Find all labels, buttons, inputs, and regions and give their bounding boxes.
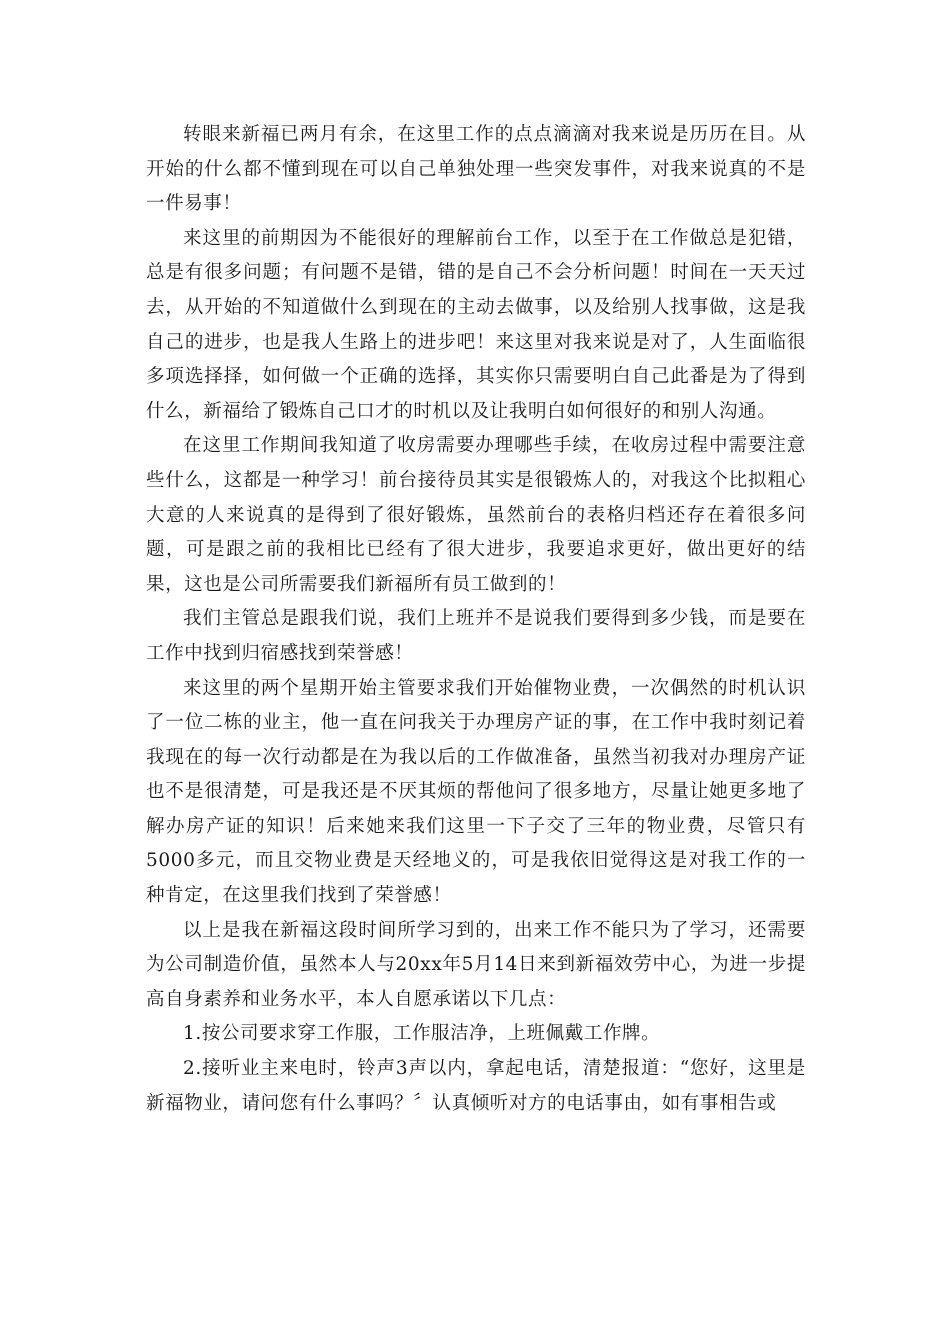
- document-body: [146, 118, 806, 1121]
- paragraph-2: 来这里的前期因为不能很好的理解前台工作，以至于在工作做总是犯错，总是有很多问题；有问题不是错，错的是自己不会分析问题！时间在一天天过去，从开始的不知道做什么到现在的主动去做事，以及给别人找事做，这是我自己的进步，也是我人生路上的进步吧！来这里对我来说是对了，人生面临很多项选择择，如何做一个正确的选择，其实你只需要明白自己此番是为了得到什么，新福给了锻炼自己口才的时机以及让我明白如何很好的和别人沟通。: [146, 227, 806, 422]
- list-item-1: 1.按公司要求穿工作服，工作服洁净，上班佩戴工作牌。: [183, 1023, 661, 1045]
- paragraph-6: 以上是我在新福这段时间所学习到的，出来工作不能只为了学习，还需要为公司制造价值，虽然本人与20xx年5月14日来到新福效劳中心，为进一步提高自身素养和业务水平，本人自愿承诺以下几点：: [146, 919, 806, 1010]
- paragraph-4: 我们主管总是跟我们说，我们上班并不是说我们要得到多少钱，而是要在工作中找到归宿感找到荣誉感！: [146, 608, 806, 664]
- paragraph-1: 转眼来新福已两月有余，在这里工作的点点滴滴对我来说是历历在目。从开始的什么都不懂到现在可以自己单独处理一些突发事件，对我来说真的不是一件易事！: [146, 124, 806, 215]
- list-item-2: 2.接听业主来电时，铃声3声以内，拿起电话，清楚报道：“您好，这里是新福物业，请问您有什么事吗？〞认真倾听对方的电话事由，如有事相告或: [146, 1058, 806, 1114]
- paragraph-5: 来这里的两个星期开始主管要求我们开始催物业费，一次偶然的时机认识了一位二栋的业主，他一直在问我关于办理房产证的事，在工作中我时刻记着我现在的每一次行动都是在为我以后的工作做准备，虽然当初我对办理房产证也不是很清楚，可是我还是不厌其烦的帮他问了很多地方，尽量让她更多地了解办房产证的知识！后来她来我们这里一下子交了三年的物业费，尽管只有5000多元，而且交物业费是天经地义的，可是我依旧觉得这是对我工作的一种肯定，在这里我们找到了荣誉感！: [146, 677, 806, 907]
- paragraph-3: 在这里工作期间我知道了收房需要办理哪些手续，在收房过程中需要注意些什么，这都是一种学习！前台接待员其实是很锻炼人的，对我这个比拟粗心大意的人来说真的是得到了很好锻炼，虽然前台的表格归档还存在着很多问题，可是跟之前的我相比已经有了很大进步，我要追求更好，做出更好的结果，这也是公司所需要我们新福所有员工做到的！: [146, 435, 806, 595]
